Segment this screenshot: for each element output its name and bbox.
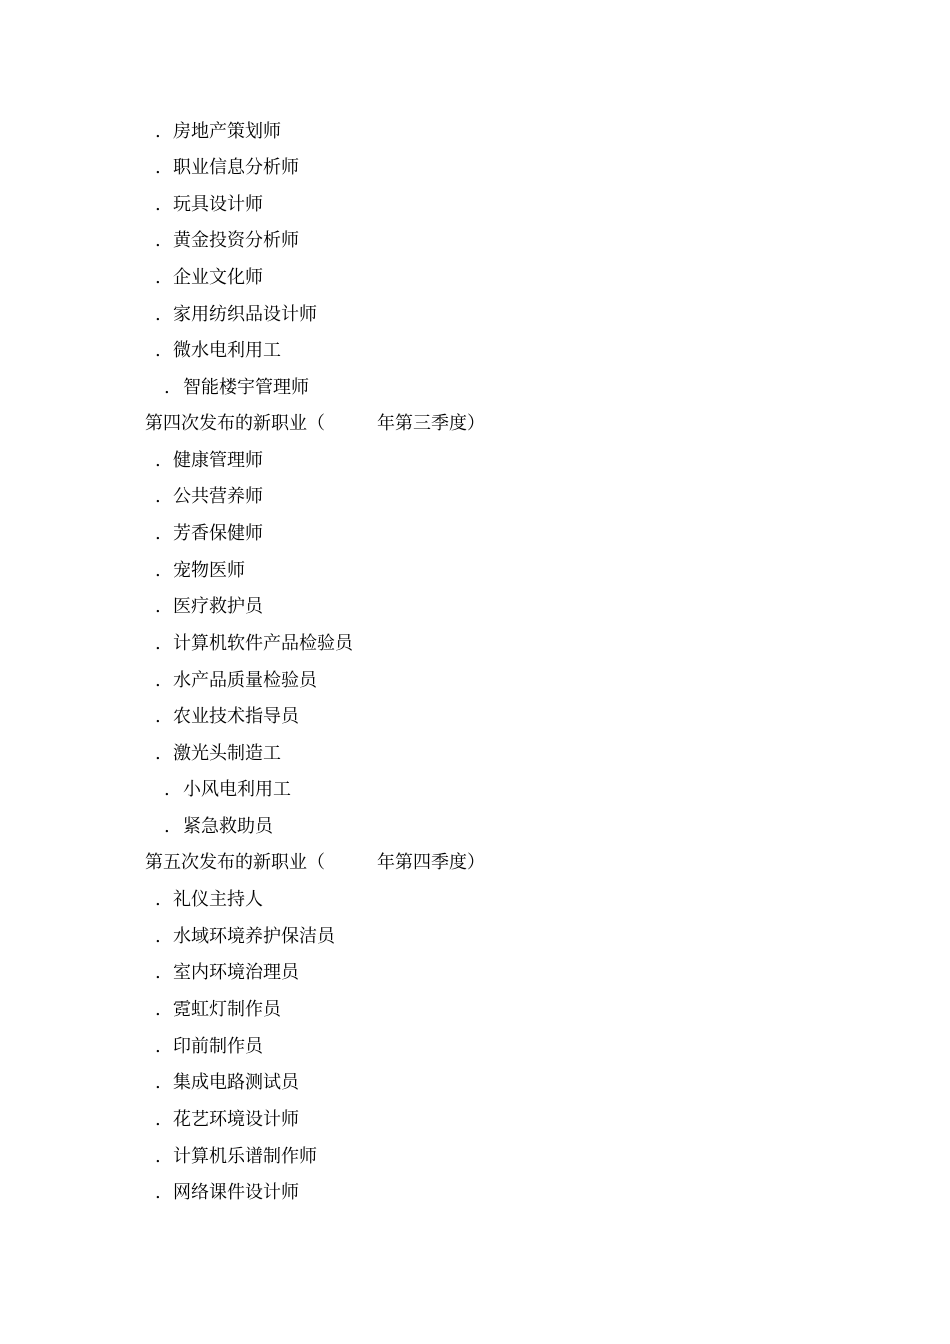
item-label: 网络课件设计师 <box>173 1182 299 1203</box>
bullet: . <box>164 377 170 398</box>
item-label: 激光头制造工 <box>173 743 281 764</box>
item-label: 黄金投资分析师 <box>173 230 299 251</box>
section-heading <box>145 845 485 881</box>
item-label: 企业文化师 <box>173 267 263 288</box>
heading-left: 第五次发布的新职业（ <box>145 852 325 873</box>
list-item <box>145 187 263 223</box>
list-item <box>145 699 299 735</box>
list-item <box>145 992 281 1028</box>
bullet: . <box>155 230 161 251</box>
bullet: . <box>155 889 161 910</box>
list-item <box>145 882 263 918</box>
item-label: 医疗救护员 <box>173 596 263 617</box>
item-label: 印前制作员 <box>173 1036 263 1057</box>
list-item <box>145 1029 263 1065</box>
item-label: 集成电路测试员 <box>173 1072 299 1093</box>
list-item <box>145 1175 299 1211</box>
item-label: 农业技术指导员 <box>173 706 299 727</box>
item-label: 计算机乐谱制作师 <box>173 1146 317 1167</box>
item-label: 玩具设计师 <box>173 194 263 215</box>
bullet: . <box>155 1146 161 1167</box>
item-label: 小风电利用工 <box>183 779 291 800</box>
item-label: 水域环境养护保洁员 <box>173 926 335 947</box>
bullet: . <box>164 779 170 800</box>
bullet: . <box>155 1036 161 1057</box>
list-item <box>145 1065 299 1101</box>
list-item <box>145 1102 299 1138</box>
bullet: . <box>164 816 170 837</box>
section-heading <box>145 406 485 442</box>
list-item <box>145 443 263 479</box>
bullet: . <box>155 706 161 727</box>
bullet: . <box>155 267 161 288</box>
bullet: . <box>155 486 161 507</box>
list-item <box>145 114 281 150</box>
heading-right: 年第三季度） <box>377 413 485 434</box>
item-label: 健康管理师 <box>173 450 263 471</box>
list-item <box>145 297 317 333</box>
bullet: . <box>155 999 161 1020</box>
item-label: 霓虹灯制作员 <box>173 999 281 1020</box>
item-label: 计算机软件产品检验员 <box>173 633 353 654</box>
list-item <box>145 260 263 296</box>
list-item <box>145 223 299 259</box>
list-item <box>145 809 273 845</box>
bullet: . <box>155 1109 161 1130</box>
bullet: . <box>155 450 161 471</box>
item-label: 微水电利用工 <box>173 340 281 361</box>
list-item <box>145 553 245 589</box>
list-item <box>145 663 317 699</box>
list-item <box>145 626 353 662</box>
list-item <box>145 479 263 515</box>
bullet: . <box>155 121 161 142</box>
bullet: . <box>155 1182 161 1203</box>
bullet: . <box>155 962 161 983</box>
bullet: . <box>155 194 161 215</box>
list-item <box>145 150 299 186</box>
list-item <box>145 516 263 552</box>
item-label: 花艺环境设计师 <box>173 1109 299 1130</box>
item-label: 宠物医师 <box>173 560 245 581</box>
list-item <box>145 736 281 772</box>
bullet: . <box>155 157 161 178</box>
bullet: . <box>155 340 161 361</box>
item-label: 水产品质量检验员 <box>173 670 317 691</box>
heading-right: 年第四季度） <box>377 852 485 873</box>
bullet: . <box>155 304 161 325</box>
bullet: . <box>155 670 161 691</box>
item-label: 芳香保健师 <box>173 523 263 544</box>
bullet: . <box>155 1072 161 1093</box>
bullet: . <box>155 743 161 764</box>
item-label: 室内环境治理员 <box>173 962 299 983</box>
bullet: . <box>155 560 161 581</box>
list-item <box>145 919 335 955</box>
item-label: 职业信息分析师 <box>173 157 299 178</box>
item-label: 智能楼宇管理师 <box>183 377 309 398</box>
list-item <box>145 370 309 406</box>
list-item <box>145 955 299 991</box>
list-item <box>145 333 281 369</box>
item-label: 家用纺织品设计师 <box>173 304 317 325</box>
item-label: 房地产策划师 <box>173 121 281 142</box>
bullet: . <box>155 596 161 617</box>
list-item <box>145 772 291 808</box>
item-label: 公共营养师 <box>173 486 263 507</box>
heading-left: 第四次发布的新职业（ <box>145 413 325 434</box>
list-item <box>145 589 263 625</box>
item-label: 礼仪主持人 <box>173 889 263 910</box>
bullet: . <box>155 523 161 544</box>
bullet: . <box>155 633 161 654</box>
bullet: . <box>155 926 161 947</box>
item-label: 紧急救助员 <box>183 816 273 837</box>
list-item <box>145 1139 317 1175</box>
